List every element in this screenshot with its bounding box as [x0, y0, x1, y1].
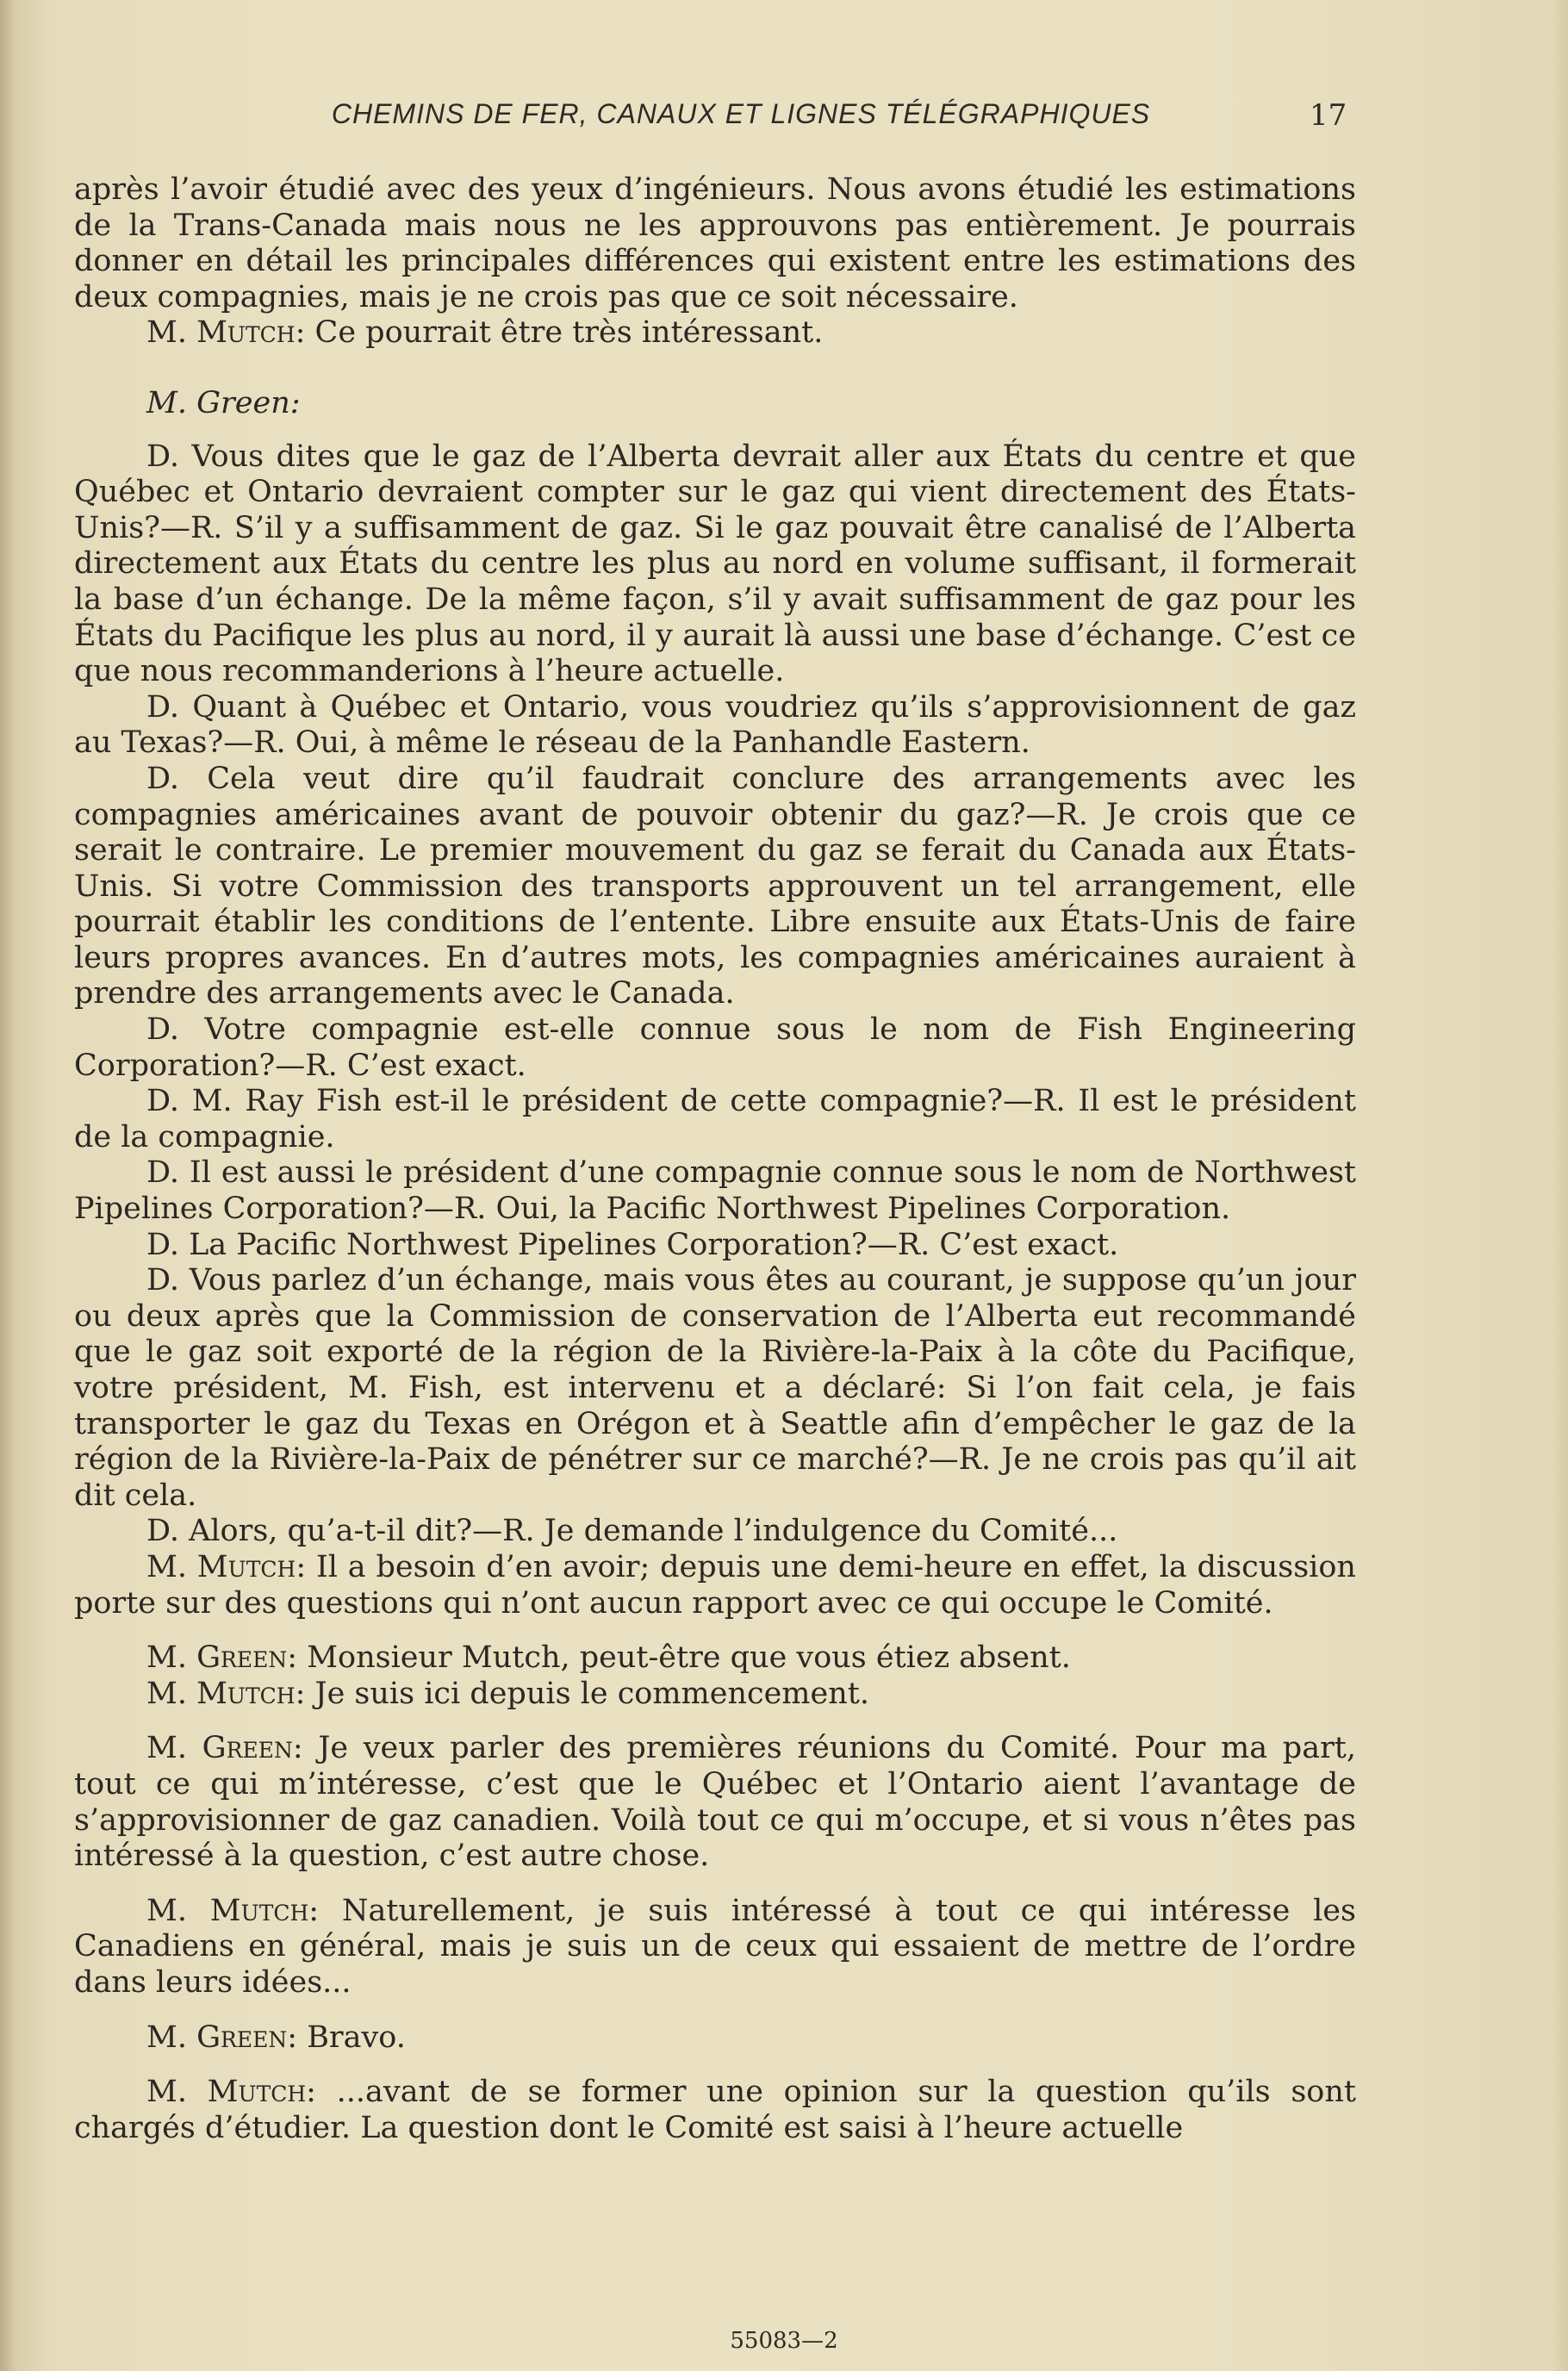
paragraph-dialogue: M. Green: Bravo.	[146, 2019, 406, 2055]
body-text	[74, 172, 1356, 2146]
paragraph-dialogue: M. Mutch: Il a besoin d’en avoir; depuis une demi-heure en effet, la discussion porte sur des questions qui n’ont aucun rapport avec ce qui occupe le Comité.	[74, 1549, 1356, 1621]
paragraph-question: D. Votre compagnie est-elle connue sous le nom de Fish Engineering Corporation?—R. C’est exact.	[74, 1012, 1356, 1083]
paragraph-question: D. Vous dites que le gaz de l’Alberta devrait aller aux États du centre et que Québec et Ontario devraient compter sur le gaz qui vient directement des États-Unis?—R. S’il y a suffisamment de gaz. Si le gaz pouvait être canalisé de l’Alberta directement aux États du centre les plus au nord en volume suffisant, il formerait la base d’un échange. De la même façon, s’il y avait suffisamment de gaz pour les États du Pacifique les plus au nord, il y aurait là aussi une base d’échange. C’est ce que nous recommanderions à l’heure actuelle.	[74, 439, 1356, 689]
speaker-label: M. Mutch:	[146, 2075, 316, 2110]
page-number: 17	[1310, 98, 1347, 133]
paragraph-dialogue: M. Mutch: Naturellement, je suis intéressé à tout ce qui intéresse les Canadiens en général, mais je suis un de ceux qui essaient de mettre de l’ordre dans leurs idées...	[74, 1893, 1356, 2000]
paragraph-question: D. Alors, qu’a-t-il dit?—R. Je demande l’indulgence du Comité...	[146, 1514, 1118, 1549]
paragraph-dialogue: M. Mutch: Je suis ici depuis le commencement.	[146, 1676, 869, 1711]
running-head: CHEMINS DE FER, CANAUX ET LIGNES TÉLÉGRAPHIQUES	[331, 98, 1151, 129]
paragraph-question: D. Il est aussi le président d’une compagnie connue sous le nom de Northwest Pipelines Corporation?—R. Oui, la Pacific Northwest Pipelines Corporation.	[74, 1155, 1356, 1227]
paragraph-mutch-remark: M. Mutch: Ce pourrait être très intéressant.	[146, 315, 824, 351]
paragraph-dialogue: M. Mutch: ...avant de se former une opinion sur la question qu’ils sont chargés d’étudier. La question dont le Comité est saisi à l’heure actuelle	[74, 2075, 1356, 2145]
footer-signature-code: 55083—2	[730, 2328, 838, 2354]
speaker-label: M. Mutch:	[146, 1549, 307, 1584]
speaker-label: M. Green:	[146, 1640, 298, 1676]
paragraph-question: D. Cela veut dire qu’il faudrait conclure des arrangements avec les compagnies américaines avant de pouvoir obtenir du gaz?—R. Je crois que ce serait le contraire. Le premier mouvement du gaz se ferait du Canada aux États-Unis. Si votre Commission des transports approuvent un tel arrangement, elle pourrait établir les conditions de l’entente. Libre ensuite aux États-Unis de faire leurs propres avances. En d’autres mots, les compagnies américaines auraient à prendre des arrangements avec le Canada.	[74, 761, 1356, 1011]
paragraph-dialogue: M. Green: Je veux parler des premières réunions du Comité. Pour ma part, tout ce qui m’intéresse, c’est que le Québec et l’Ontario aient l’avantage de s’approvisionner de gaz canadien. Voilà tout ce qui m’occupe, et si vous n’êtes pas intéressé à la question, c’est autre chose.	[74, 1731, 1356, 1874]
paragraph-continuation: après l’avoir étudié avec des yeux d’ingénieurs. Nous avons étudié les estimations de la Trans-Canada mais nous ne les approuvons pas entièrement. Je pourrais donner en détail les principales différences qui existent entre les estimations des deux compagnies, mais je ne crois pas que ce soit nécessaire.	[74, 172, 1356, 314]
speaker-label: M. Mutch:	[146, 315, 306, 351]
paragraph-question: D. La Pacific Northwest Pipelines Corporation?—R. C’est exact.	[146, 1227, 1119, 1262]
paragraph-question: D. Vous parlez d’un échange, mais vous êtes au courant, je suppose qu’un jour ou deux après que la Commission de conservation de l’Alberta eut recommandé que le gaz soit exporté de la région de la Rivière-la-Paix à la côte du Pacifique, votre président, M. Fish, est intervenu et a déclaré: Si l’on fait cela, je fais transporter le gaz du Texas en Orégon et à Seattle afin d’empêcher le gaz de la région de la Rivière-la-Paix de pénétrer sur ce marché?—R. Je ne crois pas qu’il ait dit cela.	[74, 1263, 1356, 1513]
paragraph-dialogue: M. Green: Monsieur Mutch, peut-être que vous étiez absent.	[146, 1640, 1071, 1676]
examiner-heading: M. Green:	[146, 385, 301, 420]
paragraph-question: D. Quant à Québec et Ontario, vous voudriez qu’ils s’approvisionnent de gaz au Texas?—R. Oui, à même le réseau de la Panhandle Eastern.	[74, 689, 1356, 761]
speaker-label: M. Green:	[146, 2019, 298, 2055]
speaker-label: M. Mutch:	[146, 1893, 320, 1928]
speaker-label: M. Green:	[146, 1731, 303, 1766]
speaker-label: M. Mutch:	[146, 1676, 306, 1711]
paragraph-question: D. M. Ray Fish est-il le président de cette compagnie?—R. Il est le président de la compagnie.	[74, 1084, 1356, 1154]
